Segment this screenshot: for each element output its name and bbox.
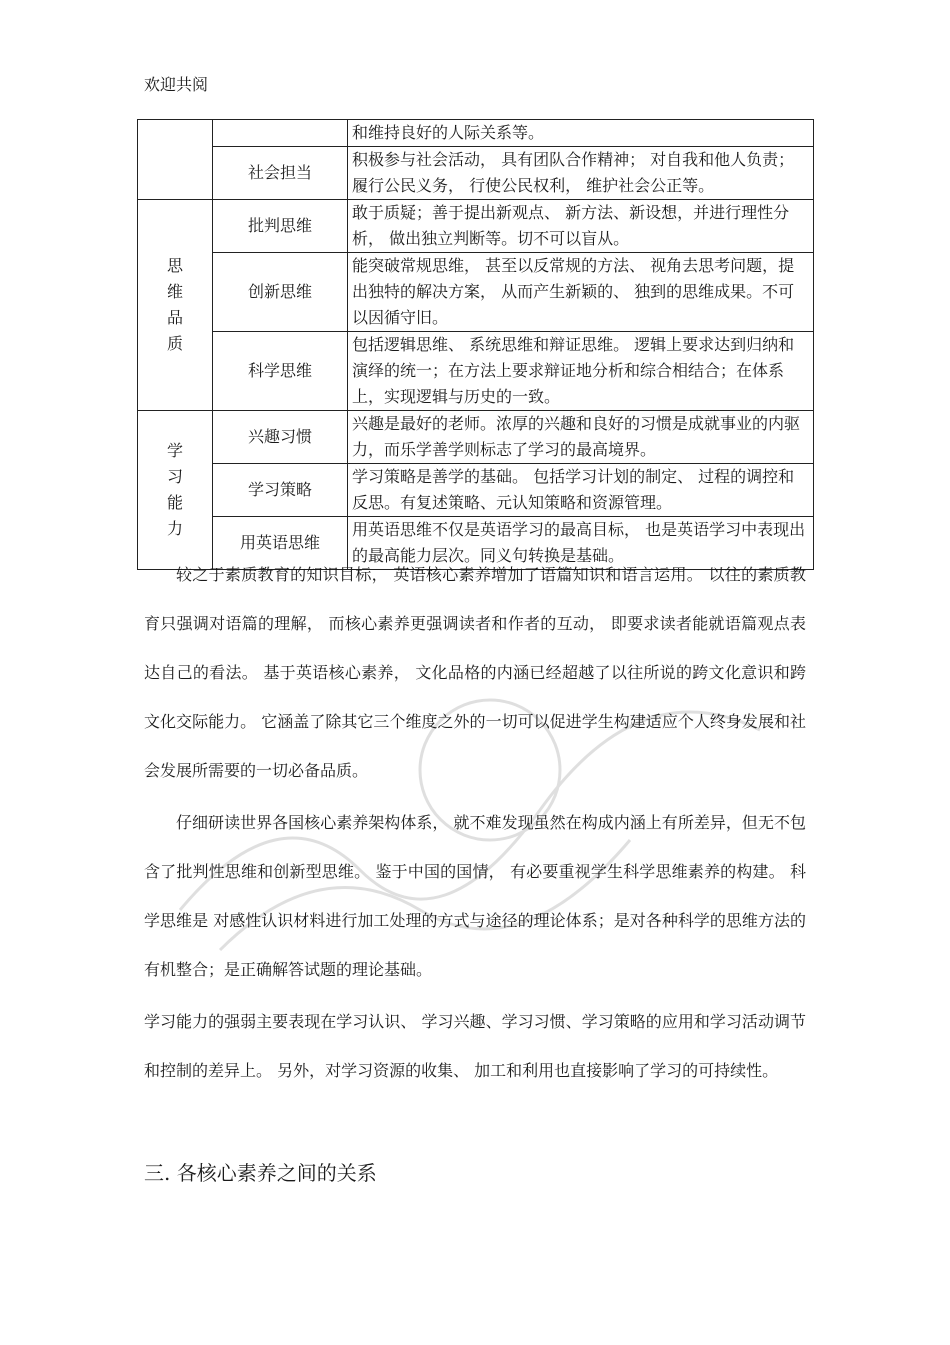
description-cell: 和维持良好的人际关系等。 (348, 120, 814, 147)
description-cell: 学习策略是善学的基础。 包括学习计划的制定、 过程的调控和反思。有复述策略、元认知策略和资源管理。 (348, 464, 814, 517)
table-row (138, 200, 814, 253)
subitem-cell: 用英语思维 (213, 517, 348, 570)
table-row (138, 120, 814, 147)
paragraph: 较之于素质教育的知识目标， 英语核心素养增加了语篇知识和语言运用。 以往的素质教育只强调对语篇的理解， 而核心素养更强调读者和作者的互动， 即要求读者能就语篇观点表达自己的看法。 基于英语核心素养， 文化品格的内涵已经超越了以往所说的跨文化意识和跨文化交际能力。 它涵盖了除其它三个维度之外的一切可以促进学生构建适应个人终身发展和社会发展所需要的一切必备品质。 (144, 565, 806, 780)
description-cell: 能突破常规思维， 甚至以反常规的方法、 视角去思考问题，提出独特的解决方案， 从而产生新颖的、 独到的思维成果。不可以因循守旧。 (348, 253, 814, 332)
page-header: 欢迎共阅 (144, 75, 209, 94)
description-cell: 用英语思维不仅是英语学习的最高目标， 也是英语学习中表现出的最高能力层次。同义句转换是基础。 (348, 517, 814, 570)
subitem-cell: 社会担当 (213, 147, 348, 200)
category-cell (138, 200, 213, 411)
table-row (138, 147, 814, 200)
category-label: 学 习 能 力 (166, 441, 183, 538)
table-row (138, 253, 814, 332)
category-cell (138, 411, 213, 570)
table-row (138, 332, 814, 411)
category-cell (138, 120, 213, 200)
table-row (138, 464, 814, 517)
subitem-cell: 科学思维 (213, 332, 348, 411)
paragraph: 仔细研读世界各国核心素养架构体系， 就不难发现虽然在构成内涵上有所差异，但无不包含了批判性思维和创新型思维。 鉴于中国的国情， 有必要重视学生科学思维素养的构建。 科学思维是 对感性认识材料进行加工处理的方式与途径的理论体系；是对各种科学的思维方法的有机整合；是正确解答试题的理论基础。 (144, 813, 806, 979)
description-cell: 包括逻辑思维、 系统思维和辩证思维。 逻辑上要求达到归纳和演绎的统一；在方法上要求辩证地分析和综合相结合；在体系上，实现逻辑与历史的一致。 (348, 332, 814, 411)
category-label: 思 维 品 质 (166, 256, 183, 353)
description-cell: 积极参与社会活动， 具有团队合作精神； 对自我和他人负责；履行公民义务， 行使公民权利， 维护社会公正等。 (348, 147, 814, 200)
section-heading: 三. 各核心素养之间的关系 (144, 1161, 377, 1185)
subitem-cell: 创新思维 (213, 253, 348, 332)
description-cell: 敢于质疑；善于提出新观点、 新方法、新设想，并进行理性分析， 做出独立判断等。切不可以盲从。 (348, 200, 814, 253)
subitem-cell: 兴趣习惯 (213, 411, 348, 464)
subitem-cell: 批判思维 (213, 200, 348, 253)
subitem-cell (213, 120, 348, 147)
description-cell: 兴趣是最好的老师。浓厚的兴趣和良好的习惯是成就事业的内驱力，而乐学善学则标志了学习的最高境界。 (348, 411, 814, 464)
paragraph: 学习能力的强弱主要表现在学习认识、 学习兴趣、学习习惯、学习策略的应用和学习活动调节和控制的差异上。 另外，对学习资源的收集、 加工和利用也直接影响了学习的可持续性。 (144, 1012, 806, 1080)
table-row (138, 411, 814, 464)
core-literacy-table (137, 119, 814, 570)
subitem-cell: 学习策略 (213, 464, 348, 517)
